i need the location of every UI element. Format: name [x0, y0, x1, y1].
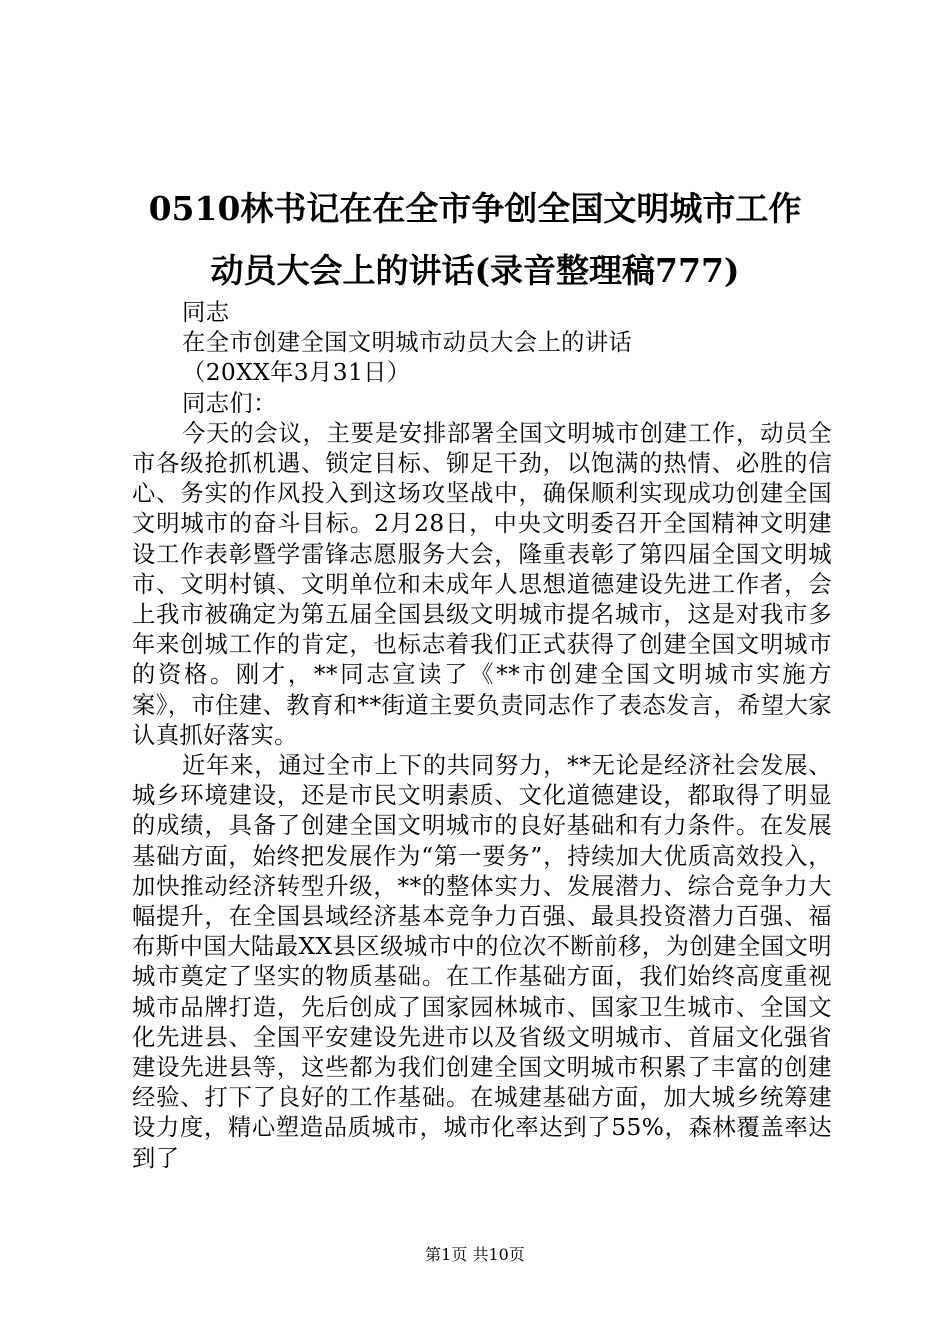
title-line-2: 动员大会上的讲话(录音整理稿777): [210, 251, 740, 290]
salutation: 同志们：: [182, 389, 277, 417]
body-paragraph: 今天的会议，主要是安排部署全国文明城市创建工作，动员全市各级抢抓机遇、锁定目标、铆足干劲，以饱满的热情、必胜的信心、务实的作风投入到这场攻坚战中，确保顺利实现成功创建全国文明城市的奋斗目标。2月28日，中央文明委召开全国精神文明建设工作表彰暨学雷锋志愿服务大会，隆重表彰了第四届全国文明城市、文明村镇、文明单位和未成年人思想道德建设先进工作者，会上我市被确定为第五届全国县级文明城市提名城市，这是对我市多年来创城工作的肯定，也标志着我们正式获得了创建全国文明城市的资格。刚才，**同志宣读了《**市创建全国文明城市实施方案》，市住建、教育和**街道主要负责同志作了表态发言，希望大家认真抓好落实。: [132, 419, 832, 749]
page-footer: 第1页 共10页: [425, 1245, 525, 1264]
title-line-1: 0510林书记在在全市争创全国文明城市工作: [148, 189, 802, 228]
document-title: [100, 178, 850, 302]
body-paragraph: 近年来，通过全市上下的共同努力，**无论是经济社会发展、城乡环境建设，还是市民文明素质、文化道德建设，都取得了明显的成绩，具备了创建全国文明城市的良好基础和有力条件。在发展基础方面，始终把发展作为“第一要务”，持续加大优质高效投入，加快推动经济转型升级，**的整体实力、发展潜力、综合竞争力大幅提升，在全国县域经济基本竞争力百强、最具投资潜力百强、福布斯中国大陆最XX县区级城市中的位次不断前移，为创建全国文明城市奠定了坚实的物质基础。在工作基础方面，我们始终高度重视城市品牌打造，先后创成了国家园林城市、国家卫生城市、全国文化先进县、全国平安建设先进市以及省级文明城市、首届文化强省建设先进县等，这些都为我们创建全国文明城市积累了丰富的创建经验、打下了良好的工作基础。在城建基础方面，加大城乡统筹建设力度，精心塑造品质城市，城市化率达到了55%，森林覆盖率达到了: [132, 752, 832, 1172]
salutation-heading: 同志: [182, 299, 230, 326]
speech-subtitle: 在全市创建全国文明城市动员大会上的讲话: [182, 329, 633, 357]
speech-date: （20XX年3月31日）: [182, 359, 411, 387]
document-body: [132, 298, 832, 1174]
